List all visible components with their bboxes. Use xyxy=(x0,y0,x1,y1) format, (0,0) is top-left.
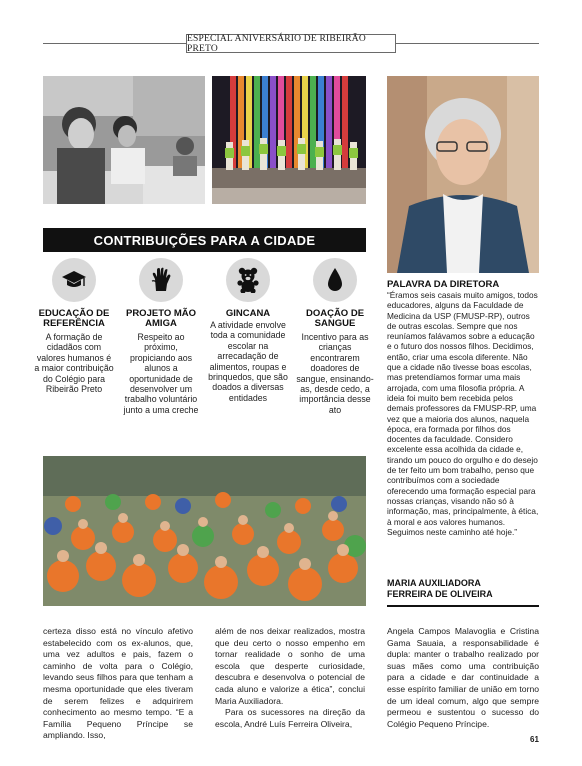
signature-line-1: MARIA AUXILIADORA xyxy=(387,578,481,588)
photo-vintage-classroom xyxy=(43,76,205,204)
contribution-desc-doacao: Incentivo para as crianças encontrarem doadores de sangue, ensinando-as, desde cedo, a importância desse ato xyxy=(296,332,374,415)
page-number: 61 xyxy=(530,735,539,744)
helping-hand-icon xyxy=(139,258,183,302)
photo-director-portrait xyxy=(387,76,539,273)
contribution-desc-mao-amiga: Respeito ao próximo, propiciando aos alunos a oportunidade de desenvolver um trabalho voluntário junto a uma creche xyxy=(123,332,199,415)
body-column-2-paragraph-1: além de nos deixar realizados, mostra que deu certo o nosso empenho em tornar realidade o sonho de uma escola que desperte curiosidade, descubra e desenvolva o potencial de cada aluno e valorize a ética”, conclui Maria Auxiliadora. xyxy=(215,626,365,706)
section-tag: ESPECIAL ANIVERSÁRIO DE RIBEIRÃO PRETO xyxy=(186,34,396,53)
body-column-2-paragraph-2: Para os sucessores na direção da escola, André Luís Ferreira Oliveira, xyxy=(215,707,365,729)
sidebar-divider xyxy=(387,605,539,607)
body-column-2 xyxy=(215,626,365,730)
body-column-1: certeza disso está no vínculo afetivo estabelecido com os ex-alunos, que, uma vez adultos e pais, fazem o caminho de volta para o Colégio, levando seus filhos para que tenham a mesma oportunidade que eles tiveram de serem felizes e adquirirem conhecimento ao mesmo tempo. “E a Família Pequeno Príncipe se ampliando. Isso, xyxy=(43,626,193,741)
contribution-title-mao-amiga: PROJETO MÃO AMIGA xyxy=(125,308,197,329)
sidebar-title: PALAVRA DA DIRETORA xyxy=(387,279,500,290)
body-column-3: Angela Campos Malavoglia e Cristina Gama Sauaia, a responsabilidade é dupla: manter o trabalho realizado por suas mães como uma contribuição para a cidade e dar continuidade a esse espírito familiar de união em torno de um ideal comum, algo que sempre permeou e sustentou o sucesso do Colégio Pequeno Príncipe. xyxy=(387,626,539,729)
blood-drop-icon xyxy=(313,258,357,302)
contribution-title-educacao: EDUCAÇÃO DE REFERÊNCIA xyxy=(38,308,110,329)
contribution-title-doacao: DOAÇÃO DE SANGUE xyxy=(305,308,365,329)
photo-students-crowd xyxy=(43,456,366,606)
signature-line-2: FERREIRA DE OLIVEIRA xyxy=(387,589,493,599)
graduation-cap-icon xyxy=(52,258,96,302)
teddy-bear-icon xyxy=(226,258,270,302)
contributions-banner: CONTRIBUIÇÕES PARA A CIDADE xyxy=(43,228,366,252)
header-rule-left xyxy=(43,43,186,44)
contribution-title-gincana: GINCANA xyxy=(225,308,271,319)
header-rule-right xyxy=(395,43,539,44)
director-signature xyxy=(387,578,539,600)
contribution-desc-educacao: A formação de cidadãos com valores humanos é a maior contribuição do Colégio para Ribeirão Preto xyxy=(34,332,114,395)
contribution-desc-gincana: A atividade envolve toda a comunidade escolar na arrecadação de alimentos, roupas e brinquedos, que são doados a diversas entidades xyxy=(208,320,288,403)
photo-stage-performance xyxy=(212,76,366,204)
director-quote: “Éramos seis casais muito amigos, todos educadores, alguns da Faculdade de Medicina da USP (FMUSP-RP), outros de outras escolas. Sempre que nos reuníamos falávamos sobre a educação e o futuro dos nossos filhos. Decidimos, então, criar uma escola diferente. Não que a cidade não tivesse boas escolas, mas pretendíamos formar uma mais arrojada, com uma filosofia própria. A ideia foi muito bem recebida pelos demais professores da FMUSP-RP, uma vez que a maioria dos alunos, naquela época, era formada por filhos dos docentes da faculdade. Considero excelente essa acolhida da cidade e, tirando um pouco do orgulho e do desejo de ter feito um bom trabalho, penso que contribuímos com a sociedade oferecendo uma formação especial para nossas crianças, visando não só à informação, mas, principalmente, à ética, à moral e aos valores humanos. Seguimos neste caminho até hoje.” xyxy=(387,290,539,537)
